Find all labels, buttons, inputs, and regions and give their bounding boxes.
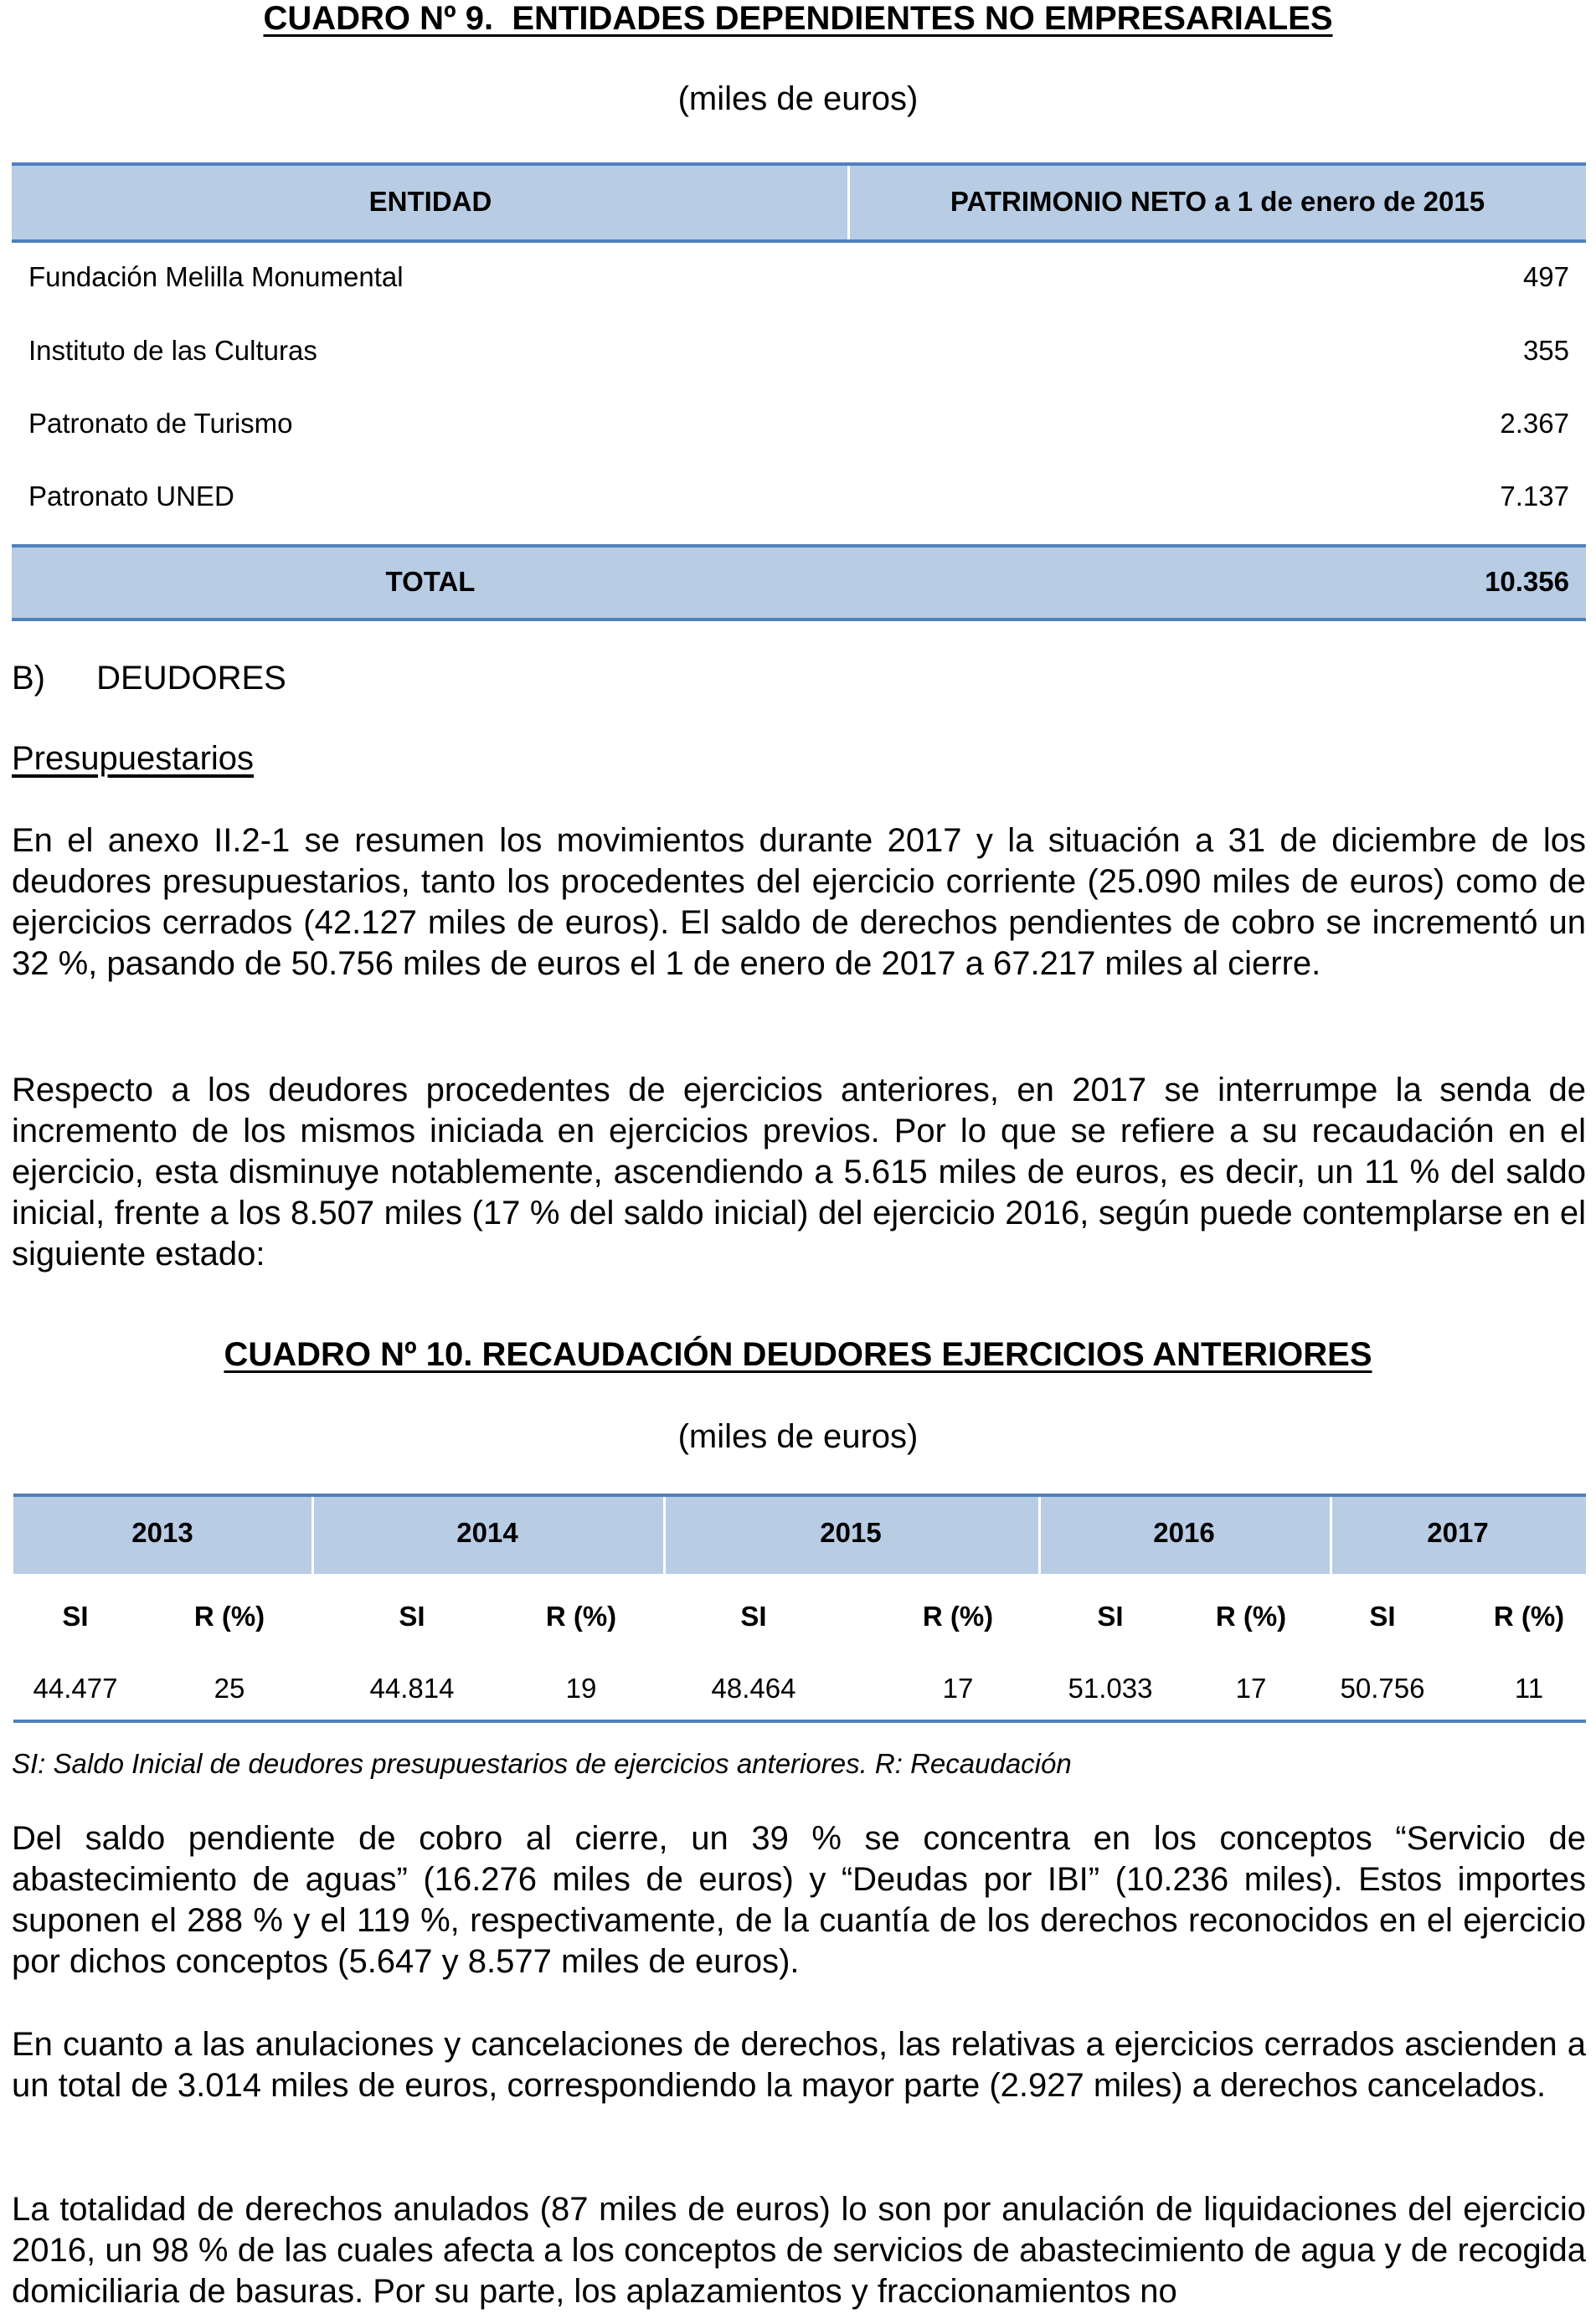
section-letter: B) [12, 660, 45, 697]
year-header: 2017 [1427, 1517, 1489, 1548]
paragraph: La totalidad de derechos anulados (87 miles de euros) lo son por anulación de liquidaciones del ejercicio 2016, un 98 % de las cuales afecta a los conceptos de servicios de abastecimiento de agua y de recogida domiciliaria de basuras. Por su parte, los aplazamientos y fraccionamientos no [12, 2191, 1586, 2310]
cuadro-10-data-row [13, 1673, 1586, 1706]
cuadro-10-title: CUADRO Nº 10. RECAUDACIÓN DEUDORES EJERCICIOS ANTERIORES [224, 1336, 1372, 1373]
cell-r: 17 [942, 1673, 974, 1704]
cuadro-10-units: (miles de euros) [677, 1418, 919, 1455]
year-header: 2016 [1153, 1517, 1215, 1548]
entity-value: 2.367 [1500, 408, 1569, 439]
header-entidad: ENTIDAD [368, 186, 492, 217]
cuadro-10-bottom-rule [13, 1720, 1586, 1723]
entity-value: 7.137 [1500, 481, 1569, 512]
table-row [12, 481, 1586, 514]
subheader-si: SI [1097, 1601, 1124, 1632]
cuadro-10-note: SI: Saldo Inicial de deudores presupuestarios de ejercicios anteriores. R: Recaudación [12, 1748, 1072, 1779]
cell-r: 25 [214, 1673, 245, 1704]
cuadro-9-title: CUADRO Nº 9. ENTIDADES DEPENDIENTES NO EMPRESARIALES [263, 0, 1333, 37]
entity-name: Patronato de Turismo [28, 408, 293, 439]
cuadro-10-year-header [13, 1494, 1586, 1574]
subheader-r: R (%) [193, 1601, 265, 1632]
cell-si: 51.033 [1068, 1673, 1153, 1704]
subheader-si: SI [1369, 1601, 1396, 1632]
paragraph: En cuanto a las anulaciones y cancelaciones de derechos, las relativas a ejercicios cerrados ascienden a un total de 3.014 miles de euros, correspondiendo la mayor parte (2.927 miles) a derechos cancelados. [12, 2026, 1586, 2104]
table-row [12, 261, 1586, 295]
cell-si: 50.756 [1340, 1673, 1425, 1704]
subheader-si: SI [399, 1601, 425, 1632]
subheader-r: R (%) [922, 1601, 994, 1632]
subheader-r: R (%) [545, 1601, 617, 1632]
section-title: DEUDORES [96, 660, 286, 697]
cell-r: 11 [1514, 1673, 1544, 1704]
year-header: 2013 [131, 1517, 193, 1548]
year-header: 2015 [820, 1517, 882, 1548]
subsection-heading: Presupuestarios [12, 740, 255, 777]
entity-name: Fundación Melilla Monumental [28, 261, 404, 292]
total-label: TOTAL [385, 566, 476, 597]
year-header: 2014 [456, 1517, 518, 1548]
entity-name: Patronato UNED [28, 481, 234, 512]
subheader-r: R (%) [1493, 1601, 1565, 1632]
subheader-si: SI [740, 1601, 767, 1632]
paragraph: Del saldo pendiente de cobro al cierre, un 39 % se concentra en los conceptos “Servicio de abastecimiento de aguas” (16.276 miles de euros) y “Deudas por IBI” (10.236 miles). Estos importes suponen el 288 % y el 119 %, respectivamente, de la cuantía de los derechos reconocidos en el ejercicio por dichos conceptos (5.647 y 8.577 miles de euros). [12, 1820, 1586, 1980]
paragraph: En el anexo II.2-1 se resumen los movimientos durante 2017 y la situación a 31 de diciembre de los deudores presupuestarios, tanto los procedentes del ejercicio corriente (25.090 miles de euros) como de ejercicios cerrados (42.127 miles de euros). El saldo de derechos pendientes de cobro se incrementó un 32 %, pasando de 50.756 miles de euros el 1 de enero de 2017 a 67.217 miles al cierre. [12, 822, 1586, 982]
section-heading [12, 660, 286, 697]
cell-si: 44.477 [33, 1673, 118, 1704]
entity-value: 497 [1522, 261, 1569, 292]
table-row [12, 408, 1586, 441]
entity-name: Instituto de las Culturas [28, 335, 317, 366]
header-patrimonio: PATRIMONIO NETO a 1 de enero de 2015 [950, 186, 1485, 217]
cuadro-9-header-row [12, 162, 1586, 243]
entity-value: 355 [1522, 335, 1569, 366]
cell-si: 48.464 [711, 1673, 796, 1704]
total-value: 10.356 [1485, 566, 1569, 597]
paragraph: Respecto a los deudores procedentes de ejercicios anteriores, en 2017 se interrumpe la senda de incremento de los mismos iniciada en ejercicios previos. Por lo que se refiere a su recaudación en el ejercicio, esta disminuye notablemente, ascendiendo a 5.615 miles de euros, es decir, un 11 % del saldo inicial, frente a los 8.507 miles (17 % del saldo inicial) del ejercicio 2016, según puede contemplarse en el siguiente estado: [12, 1072, 1586, 1273]
cell-si: 44.814 [369, 1673, 455, 1704]
subheader-si: SI [62, 1601, 89, 1632]
cuadro-9-total-row [12, 544, 1586, 621]
cuadro-9-units: (miles de euros) [677, 80, 919, 117]
cell-r: 19 [565, 1673, 597, 1704]
table-row [12, 335, 1586, 368]
cuadro-10-subheader-row [13, 1601, 1586, 1634]
cell-r: 17 [1235, 1673, 1267, 1704]
subheader-r: R (%) [1215, 1601, 1287, 1632]
